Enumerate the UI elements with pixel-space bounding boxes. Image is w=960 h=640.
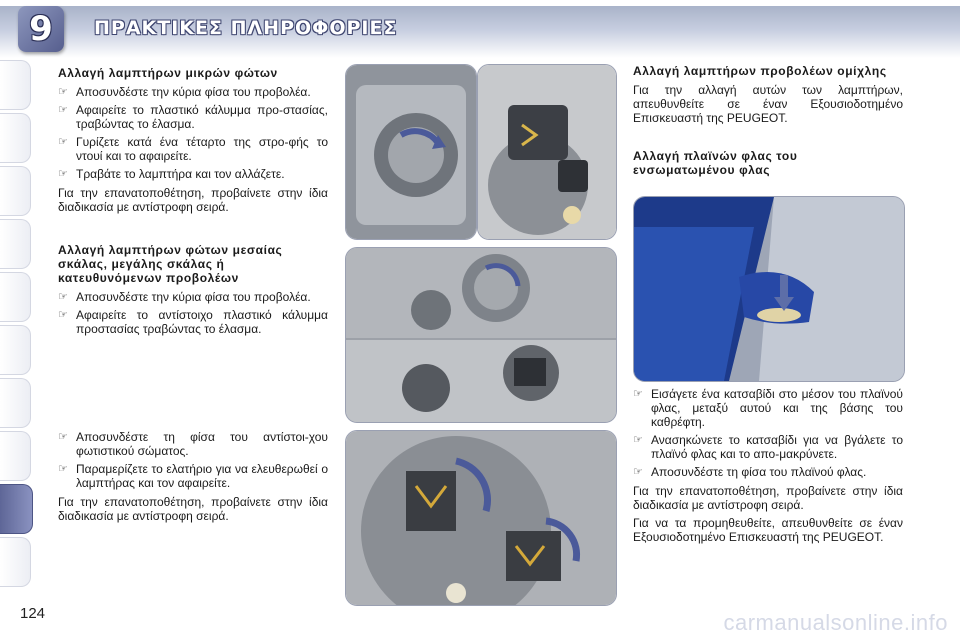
pointing-hand-icon: ☞: [58, 168, 68, 180]
list-item: ☞ Αφαιρείτε το αντίστοιχο πλαστικό κάλυμμα προστασίας τραβώντας το έλασμα.: [58, 308, 328, 336]
chapter-number: 9: [29, 9, 53, 49]
paragraph: Για να τα προμηθευθείτε, απευθυνθείτε σε έναν Εξουσιοδοτημένο Επισκευαστή της PEUGEOT.: [633, 516, 903, 544]
photo-side-light-bulb: [477, 64, 617, 240]
section-title-side-repeaters: Αλλαγή πλαϊνών φλας του ενσωματωμένου φλας: [633, 149, 798, 177]
left-column-middle: [58, 243, 328, 336]
chapter-tab-9[interactable]: [0, 484, 33, 534]
list-item: ☞ Παραμερίζετε το ελατήριο για να ελευθερωθεί ο λαμπτήρας και τον αφαιρείτε.: [58, 462, 328, 490]
list-item: ☞ Τραβάτε το λαμπτήρα και τον αλλάζετε.: [58, 167, 285, 181]
pointing-hand-icon: ☞: [58, 309, 68, 321]
chapter-tab-3[interactable]: [0, 166, 31, 216]
chapter-tab-4[interactable]: [0, 219, 31, 269]
chapter-tab-8[interactable]: [0, 431, 31, 481]
chapter-tab-1[interactable]: [0, 60, 31, 110]
photo-illustration: [346, 431, 616, 605]
photo-headlamp-bulbs: [345, 430, 617, 606]
list-item: ☞ Γυρίζετε κατά ένα τέταρτο της στρο-φής το ντουί και το αφαιρείτε.: [58, 135, 328, 163]
paragraph: Για την επανατοποθέτηση, προβαίνετε στην ίδια διαδικασία με αντίστροφη σειρά.: [633, 484, 903, 512]
pointing-hand-icon: ☞: [58, 86, 68, 98]
watermark: carmanualsonline.info: [723, 610, 948, 635]
pointing-hand-icon: ☞: [58, 291, 68, 303]
pointing-hand-icon: ☞: [58, 431, 68, 443]
photo-headlamp-covers: [345, 247, 617, 423]
photo-illustration: [478, 65, 616, 239]
list-item: ☞ Αποσυνδέστε τη φίσα του αντίστοι-χου φωτιστικού σώματος.: [58, 430, 328, 458]
list-item: ☞ Αποσυνδέστε τη φίσα του πλαϊνού φλας.: [633, 465, 867, 479]
chapter-tab-5[interactable]: [0, 272, 31, 322]
chapter-tabs: [0, 60, 34, 590]
chapter-tab-2[interactable]: [0, 113, 31, 163]
paragraph: Για την επανατοποθέτηση, προβαίνετε στην ίδια διαδικασία με αντίστροφη σειρά.: [58, 186, 328, 214]
list-item: ☞ Εισάγετε ένα κατσαβίδι στο μέσον του πλαϊνού φλας, μεταξύ αυτού και της βάσης του καθρέφτη.: [633, 387, 903, 429]
list-item: ☞ Αποσυνδέστε την κύρια φίσα του προβολέα.: [58, 290, 311, 304]
left-column-top: [58, 66, 328, 214]
photo-illustration: [346, 248, 616, 422]
list-item: ☞ Αποσυνδέστε την κύρια φίσα του προβολέα.: [58, 85, 311, 99]
chapter-tab-6[interactable]: [0, 325, 31, 375]
pointing-hand-icon: ☞: [633, 466, 643, 478]
paragraph: Για την αλλαγή αυτών των λαμπτήρων, απευθυνθείτε σε έναν Εξουσιοδοτημένο Επισκευαστή της PEUGEOT.: [633, 83, 903, 125]
pointing-hand-icon: ☞: [633, 388, 643, 400]
section-title-side-lights: Αλλαγή λαμπτήρων μικρών φώτων: [58, 66, 278, 80]
chapter-tab-7[interactable]: [0, 378, 31, 428]
photo-illustration: [634, 197, 904, 381]
pointing-hand-icon: ☞: [58, 104, 68, 116]
photo-side-light-rear: [345, 64, 477, 240]
photo-illustration: [346, 65, 476, 239]
pointing-hand-icon: ☞: [633, 434, 643, 446]
pointing-hand-icon: ☞: [58, 463, 68, 475]
section-title-headlamps: Αλλαγή λαμπτήρων φώτων μεσαίας σκάλας, μεγάλης σκάλας ή κατευθυνόμενων προβολέων: [58, 243, 283, 285]
list-item: ☞ Ανασηκώνετε το κατσαβίδι για να βγάλετε το πλαϊνό φλας και το απο-μακρύνετε.: [633, 433, 903, 461]
section-title-fog-lamps: Αλλαγή λαμπτήρων προβολέων ομίχλης: [633, 64, 887, 78]
chapter-tab-10[interactable]: [0, 537, 31, 587]
page-title: ΠΡΑΚΤΙΚΕΣ ΠΛΗΡΟΦΟΡΙΕΣ: [94, 17, 398, 39]
chapter-badge: [18, 6, 64, 52]
photo-mirror-repeater: [633, 196, 905, 382]
right-column-bottom: [633, 387, 903, 544]
pointing-hand-icon: ☞: [58, 136, 68, 148]
right-column-top: [633, 64, 903, 177]
list-item: ☞ Αφαιρείτε το πλαστικό κάλυμμα προ-στασίας, τραβώντας το έλασμα.: [58, 103, 328, 131]
paragraph: Για την επανατοποθέτηση, προβαίνετε στην ίδια διαδικασία με αντίστροφη σειρά.: [58, 495, 328, 523]
left-column-bottom: [58, 430, 328, 523]
page-number: 124: [20, 605, 46, 622]
